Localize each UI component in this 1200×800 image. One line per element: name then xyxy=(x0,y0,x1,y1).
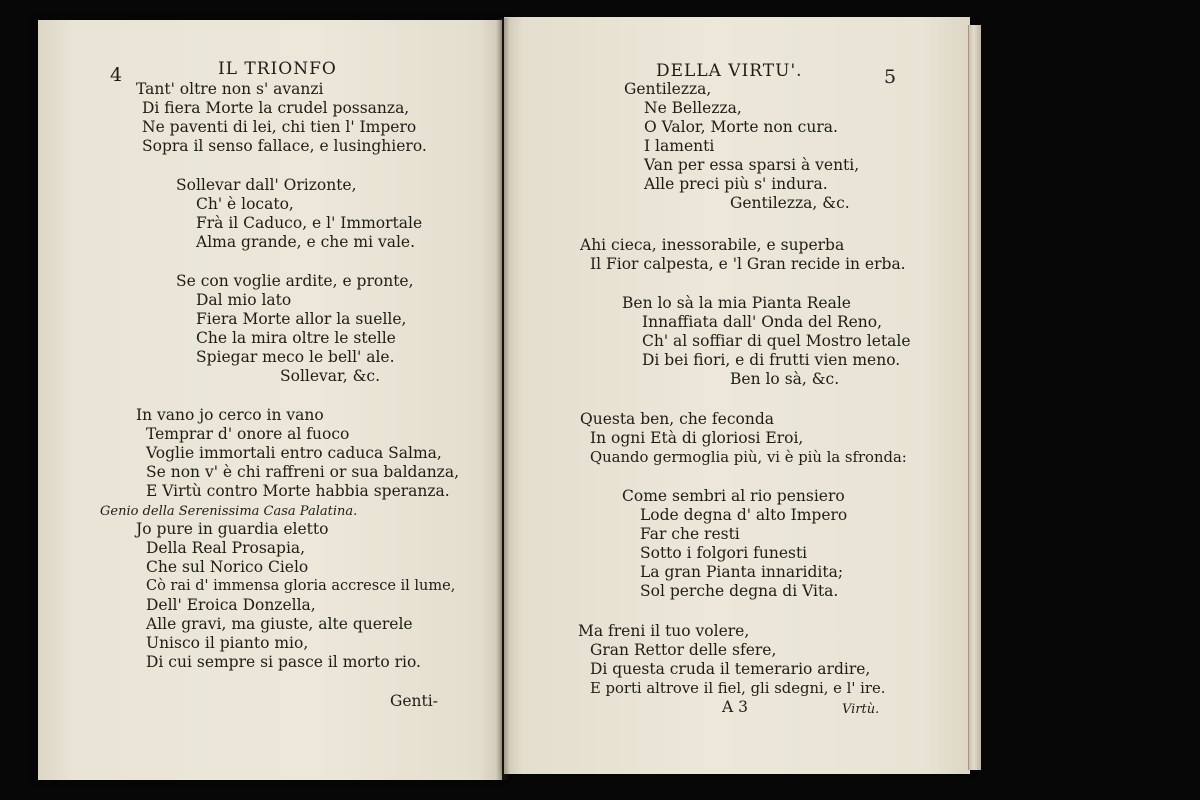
verse-line: Far che resti xyxy=(640,525,740,543)
page-number-left: 4 xyxy=(110,64,123,86)
verse-line: Se non v' è chi raffreni or sua baldanza, xyxy=(146,463,460,481)
verse-line: In ogni Età di gloriosi Eroi, xyxy=(590,429,804,447)
verse-line: Quando germoglia più, vi è più la sfronda: xyxy=(590,449,907,466)
verse-line: Ch' è locato, xyxy=(196,195,294,213)
verse-line: Sopra il senso fallace, e lusinghiero. xyxy=(142,137,427,155)
verse-line: Dal mio lato xyxy=(196,291,292,309)
verse-line: Ben lo sà, &c. xyxy=(730,370,840,388)
verse-line: Di cui sempre si pasce il morto rio. xyxy=(146,653,421,671)
verse-line: Gran Rettor delle sfere, xyxy=(590,641,777,659)
verse-line: Ahi cieca, inessorabile, e superba xyxy=(580,236,845,254)
verse-line: Van per essa sparsi à venti, xyxy=(644,156,860,174)
verse-line: La gran Pianta innaridita; xyxy=(640,563,844,581)
verse-line: Innaffiata dall' Onda del Reno, xyxy=(642,313,883,331)
verse-line: Ne Bellezza, xyxy=(644,99,742,117)
catchword-right: Virtù. xyxy=(842,702,880,717)
verse-line: Temprar d' onore al fuoco xyxy=(146,425,350,443)
verse-line: Lode degna d' alto Impero xyxy=(640,506,848,524)
catchword-left: Genti- xyxy=(390,692,438,710)
page-edge xyxy=(968,25,981,770)
verse-line: Sollevar, &c. xyxy=(280,367,381,385)
verse-line: Frà il Caduco, e l' Immortale xyxy=(196,214,423,232)
verse-line: Alle gravi, ma giuste, alte querele xyxy=(146,615,413,633)
verse-line: Spiegar meco le bell' ale. xyxy=(196,348,395,366)
verse-line: Di questa cruda il temerario ardire, xyxy=(590,660,871,678)
speaker-label: Genio della Serenissima Casa Palatina. xyxy=(100,504,358,519)
verse-line: Sol perche degna di Vita. xyxy=(640,582,839,600)
verse-line: E porti altrove il fiel, gli sdegni, e l' ire. xyxy=(590,680,886,697)
verse-line: Ch' al soffiar di quel Mostro letale xyxy=(642,332,911,350)
verse-line: Ma freni il tuo volere, xyxy=(578,622,750,640)
verse-line: Cò rai d' immensa gloria accresce il lume, xyxy=(146,578,456,594)
verse-line: Dell' Eroica Donzella, xyxy=(146,596,316,614)
verse-line: Ne paventi di lei, chi tien l' Impero xyxy=(142,118,417,136)
verse-line: Se con voglie ardite, e pronte, xyxy=(176,272,414,290)
verse-line: O Valor, Morte non cura. xyxy=(644,118,838,136)
verse-line: Jo pure in guardia eletto xyxy=(136,520,329,538)
verse-line: Come sembri al rio pensiero xyxy=(622,487,845,505)
verse-line: Gentilezza, xyxy=(624,80,712,98)
verse-line: Ben lo sà la mia Pianta Reale xyxy=(622,294,851,312)
verse-line: Di fiera Morte la crudel possanza, xyxy=(142,99,410,117)
signature-mark: A 3 xyxy=(722,698,748,716)
verse-line: I lamenti xyxy=(644,137,715,155)
verse-line: Alma grande, e che mi vale. xyxy=(196,233,416,251)
verse-line: Gentilezza, &c. xyxy=(730,194,850,212)
verse-line: Unisco il pianto mio, xyxy=(146,634,309,652)
verse-line: Il Fior calpesta, e 'l Gran recide in erba. xyxy=(590,255,906,273)
book-gutter xyxy=(496,18,510,780)
verse-line: Alle preci più s' indura. xyxy=(644,175,828,193)
verse-line: E Virtù contro Morte habbia speranza. xyxy=(146,482,450,500)
running-title-right: DELLA VIRTU'. xyxy=(656,61,803,81)
verse-line: Fiera Morte allor la suelle, xyxy=(196,310,407,328)
verse-line: Che la mira oltre le stelle xyxy=(196,329,396,347)
verse-line: In vano jo cerco in vano xyxy=(136,406,324,424)
verse-line: Sotto i folgori funesti xyxy=(640,544,808,562)
page-number-right: 5 xyxy=(884,66,897,88)
verse-line: Voglie immortali entro caduca Salma, xyxy=(146,444,442,462)
verse-line: Di bei fiori, e di frutti vien meno. xyxy=(642,351,901,369)
running-title-left: IL TRIONFO xyxy=(218,59,337,79)
verse-line: Questa ben, che feconda xyxy=(580,410,774,428)
verse-line: Sollevar dall' Orizonte, xyxy=(176,176,357,194)
verse-line: Tant' oltre non s' avanzi xyxy=(136,80,324,98)
verse-line: Che sul Norico Cielo xyxy=(146,558,309,576)
verse-line: Della Real Prosapia, xyxy=(146,539,306,557)
